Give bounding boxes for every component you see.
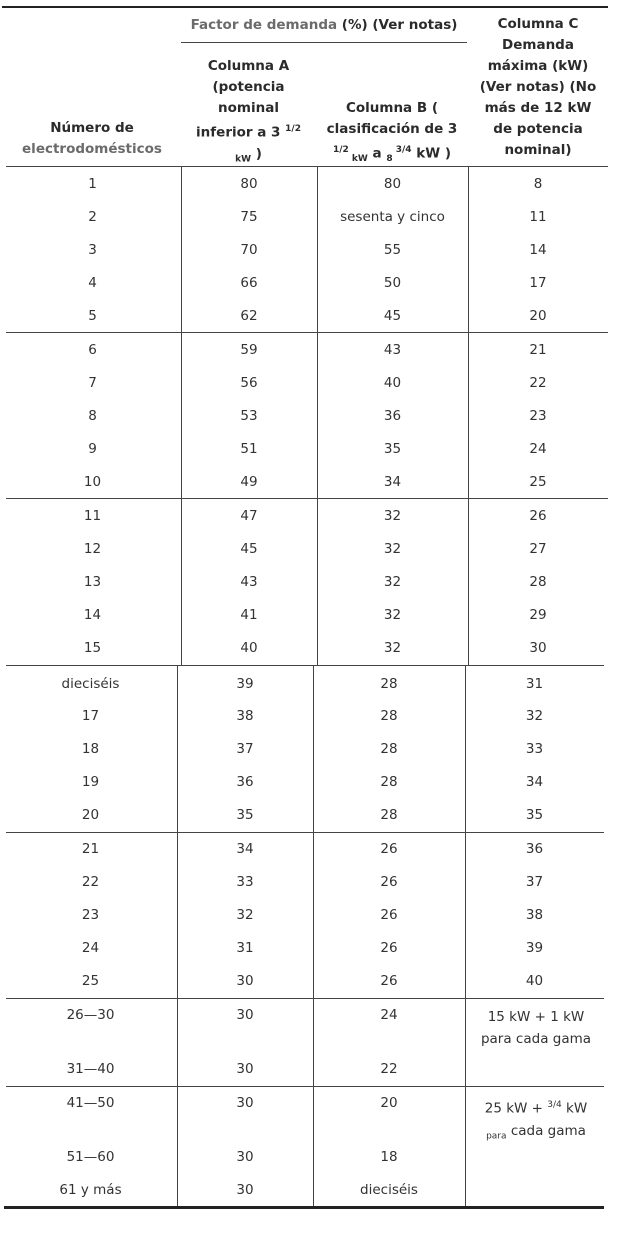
table-cell: 4 <box>88 275 97 291</box>
table-cell: 17 <box>81 708 100 724</box>
table-cell: 9 <box>88 441 97 457</box>
colA-line5-text: ) <box>251 145 262 162</box>
table-cell: 13 <box>83 574 102 590</box>
table-cell: 32 <box>383 508 402 524</box>
table-cell: 43 <box>383 342 402 358</box>
table-cell: 35 <box>383 441 402 457</box>
table-cell: 50 <box>383 275 402 291</box>
table-cell: 40 <box>525 973 544 989</box>
table-cell: 26 <box>380 940 398 956</box>
table-cell: 17 <box>529 275 547 291</box>
table-cell: 25 <box>81 973 100 989</box>
colA-line1: Columna A <box>207 58 290 74</box>
table-cell: 28 <box>380 807 398 823</box>
table-cell: 45 <box>240 541 258 557</box>
colC-group2-line2 <box>466 1120 606 1148</box>
table-cell: 40 <box>383 375 402 391</box>
table-cell: 29 <box>529 607 547 623</box>
table-cell: 26—30 <box>66 1007 115 1023</box>
table-cell: 1 <box>88 176 97 192</box>
colC-group1-cell <box>466 1006 606 1050</box>
group-header-text-2: (%) (Ver notas) <box>337 17 458 33</box>
colA-line3: nominal <box>218 100 279 116</box>
table-cell: 49 <box>240 474 258 490</box>
colC-group2-sup: 3/4 <box>547 1100 562 1110</box>
table-cell: 26 <box>380 973 398 989</box>
table-cell: 51—60 <box>66 1149 115 1165</box>
table-cell: 30 <box>236 1182 254 1198</box>
header-column-c <box>468 14 608 161</box>
table-cell: sesenta y cinco <box>340 209 445 225</box>
table-cell: 37 <box>236 741 254 757</box>
colC-line3: máxima (kW) <box>487 58 589 74</box>
table-cell: 51 <box>240 441 258 457</box>
table-cell: 59 <box>240 342 258 358</box>
table-cell: 30 <box>236 973 254 989</box>
table-cell: 38 <box>236 708 254 724</box>
table-cell: 19 <box>81 774 100 790</box>
table-cell: 62 <box>240 308 258 324</box>
table-cell: 5 <box>88 308 97 324</box>
table-cell: 6 <box>88 342 97 358</box>
table-cell: 32 <box>383 541 402 557</box>
group-header-underline <box>181 42 467 43</box>
table-cell: 34 <box>236 841 254 857</box>
table-cell: 20 <box>380 1095 398 1111</box>
colC-line5: más de 12 kW <box>484 100 592 116</box>
table-cell: 30 <box>529 640 547 656</box>
table-cell: 24 <box>81 940 100 956</box>
table-cell: 61 y más <box>59 1182 122 1198</box>
colC-group2-text1: 25 kW + <box>484 1100 548 1117</box>
table-cell: 37 <box>525 874 544 890</box>
table-cell: 39 <box>236 676 254 692</box>
colC-line2: Demanda <box>502 37 574 53</box>
header-column-a <box>181 56 316 170</box>
colB-sup1: 1/2 <box>332 145 349 155</box>
table-cell: 11 <box>529 209 547 225</box>
table-cell: 34 <box>525 774 544 790</box>
top-border <box>2 6 608 8</box>
header-num-line1: Número de <box>50 120 134 136</box>
colC-line7: nominal) <box>504 142 572 158</box>
table-cell: 26 <box>380 841 398 857</box>
table-cell: 27 <box>529 541 547 557</box>
table-cell: 31—40 <box>66 1061 115 1077</box>
table-cell: 45 <box>383 308 402 324</box>
table-cell: dieciséis <box>360 1182 418 1198</box>
colC-line1: Columna C <box>497 16 579 32</box>
table-cell: 30 <box>236 1007 254 1023</box>
table-cell: 31 <box>525 676 544 692</box>
colC-group1-line2: para cada gama <box>480 1031 592 1047</box>
table-cell: 35 <box>236 807 254 823</box>
table-cell: 32 <box>236 907 254 923</box>
table-cell: 30 <box>236 1061 254 1077</box>
table-cell: 47 <box>240 508 258 524</box>
colC-line4: (Ver notas) (No <box>479 79 597 95</box>
colA-line4-sup: 1/2 <box>285 124 301 134</box>
group-divider <box>6 832 604 833</box>
table-cell: 3 <box>88 242 97 258</box>
table-cell: 36 <box>236 774 254 790</box>
colC-line6: de potencia <box>493 121 583 137</box>
table-cell: 32 <box>383 574 402 590</box>
table-cell: 20 <box>529 308 547 324</box>
table-cell: 25 <box>529 474 547 490</box>
table-cell: 24 <box>529 441 547 457</box>
colB-mid: a <box>367 145 387 162</box>
table-cell: 28 <box>529 574 547 590</box>
table-cell: 43 <box>240 574 258 590</box>
table-cell: 34 <box>383 474 402 490</box>
colA-line4 <box>181 119 316 144</box>
table-cell: 20 <box>81 807 100 823</box>
table-cell: 18 <box>380 1149 398 1165</box>
colB-end: kW ) <box>411 145 452 162</box>
table-cell: 80 <box>240 176 258 192</box>
table-cell: 33 <box>236 874 254 890</box>
colB-sub1: kW <box>348 154 368 165</box>
table-cell: 32 <box>383 640 402 656</box>
header-column-b <box>317 98 467 170</box>
table-cell: 33 <box>525 741 544 757</box>
table-cell: 28 <box>380 676 398 692</box>
table-cell: 10 <box>83 474 102 490</box>
table-cell: 32 <box>383 607 402 623</box>
table-cell: 23 <box>81 907 100 923</box>
colC-group2-text3: cada gama <box>506 1122 586 1139</box>
table-cell: 8 <box>88 408 97 424</box>
table-cell: 70 <box>240 242 258 258</box>
colC-group2-text2: kW <box>561 1100 588 1117</box>
group-divider <box>6 998 604 999</box>
table-cell: dieciséis <box>61 676 120 692</box>
table-cell: 31 <box>236 940 254 956</box>
colB-line1: Columna B ( <box>345 100 439 116</box>
table-cell: 30 <box>236 1095 254 1111</box>
table-cell: 15 <box>83 640 102 656</box>
colB-line2: clasificación de 3 <box>326 121 458 137</box>
colA-line4-text: inferior a 3 <box>196 124 286 141</box>
table-cell: 18 <box>81 741 100 757</box>
table-cell: 14 <box>529 242 547 258</box>
header-bottom-border <box>6 166 608 167</box>
group-divider <box>6 332 608 333</box>
table-cell: 8 <box>533 176 543 192</box>
colB-sup2: 3/4 <box>392 145 412 155</box>
table-cell: 22 <box>529 375 547 391</box>
table-cell: 80 <box>383 176 402 192</box>
header-number-of-appliances <box>4 118 180 160</box>
table-cell: 36 <box>525 841 544 857</box>
table-cell: 7 <box>88 375 97 391</box>
table-cell: 28 <box>380 708 398 724</box>
bottom-border <box>4 1206 604 1209</box>
table-cell: 38 <box>525 907 544 923</box>
table-cell: 14 <box>83 607 102 623</box>
table-cell: 75 <box>240 209 258 225</box>
group-divider <box>6 665 604 666</box>
table-cell: 41—50 <box>66 1095 115 1111</box>
table-cell: 55 <box>383 242 402 258</box>
table-cell: 12 <box>83 541 102 557</box>
table-cell: 28 <box>380 774 398 790</box>
table-cell: 30 <box>236 1149 254 1165</box>
table-cell: 21 <box>529 342 547 358</box>
table-cell: 22 <box>81 874 100 890</box>
table-cell: 66 <box>240 275 258 291</box>
table-cell: 26 <box>380 907 398 923</box>
colB-sub2: 8 <box>386 154 393 165</box>
colC-group1-line1: 15 kW + 1 kW <box>487 1009 585 1025</box>
colC-group2-line1 <box>466 1094 606 1120</box>
colC-group2-cell <box>466 1094 606 1147</box>
colA-line2: (potencia <box>212 79 285 95</box>
table-cell: 2 <box>88 209 97 225</box>
table-cell: 21 <box>81 841 100 857</box>
group-divider <box>6 498 608 499</box>
header-num-line2: electrodomésticos <box>22 141 162 157</box>
group-header <box>181 15 467 36</box>
colC-group2-sub: para <box>486 1131 507 1142</box>
table-cell: 36 <box>383 408 402 424</box>
table-cell: 41 <box>240 607 258 623</box>
table-cell: 35 <box>525 807 544 823</box>
table-cell: 22 <box>380 1061 398 1077</box>
table-cell: 26 <box>529 508 547 524</box>
colA-line5-sub: kW <box>235 154 252 165</box>
table-cell: 23 <box>529 408 547 424</box>
table-cell: 40 <box>240 640 258 656</box>
group-header-text-1: Factor de demanda <box>190 17 338 33</box>
group-divider <box>6 1086 604 1087</box>
table-cell: 28 <box>380 741 398 757</box>
table-cell: 26 <box>380 874 398 890</box>
table-cell: 39 <box>525 940 544 956</box>
table-cell: 24 <box>380 1007 398 1023</box>
table-cell: 11 <box>83 508 102 524</box>
table-cell: 53 <box>240 408 258 424</box>
table-cell: 32 <box>525 708 544 724</box>
table-cell: 56 <box>240 375 258 391</box>
